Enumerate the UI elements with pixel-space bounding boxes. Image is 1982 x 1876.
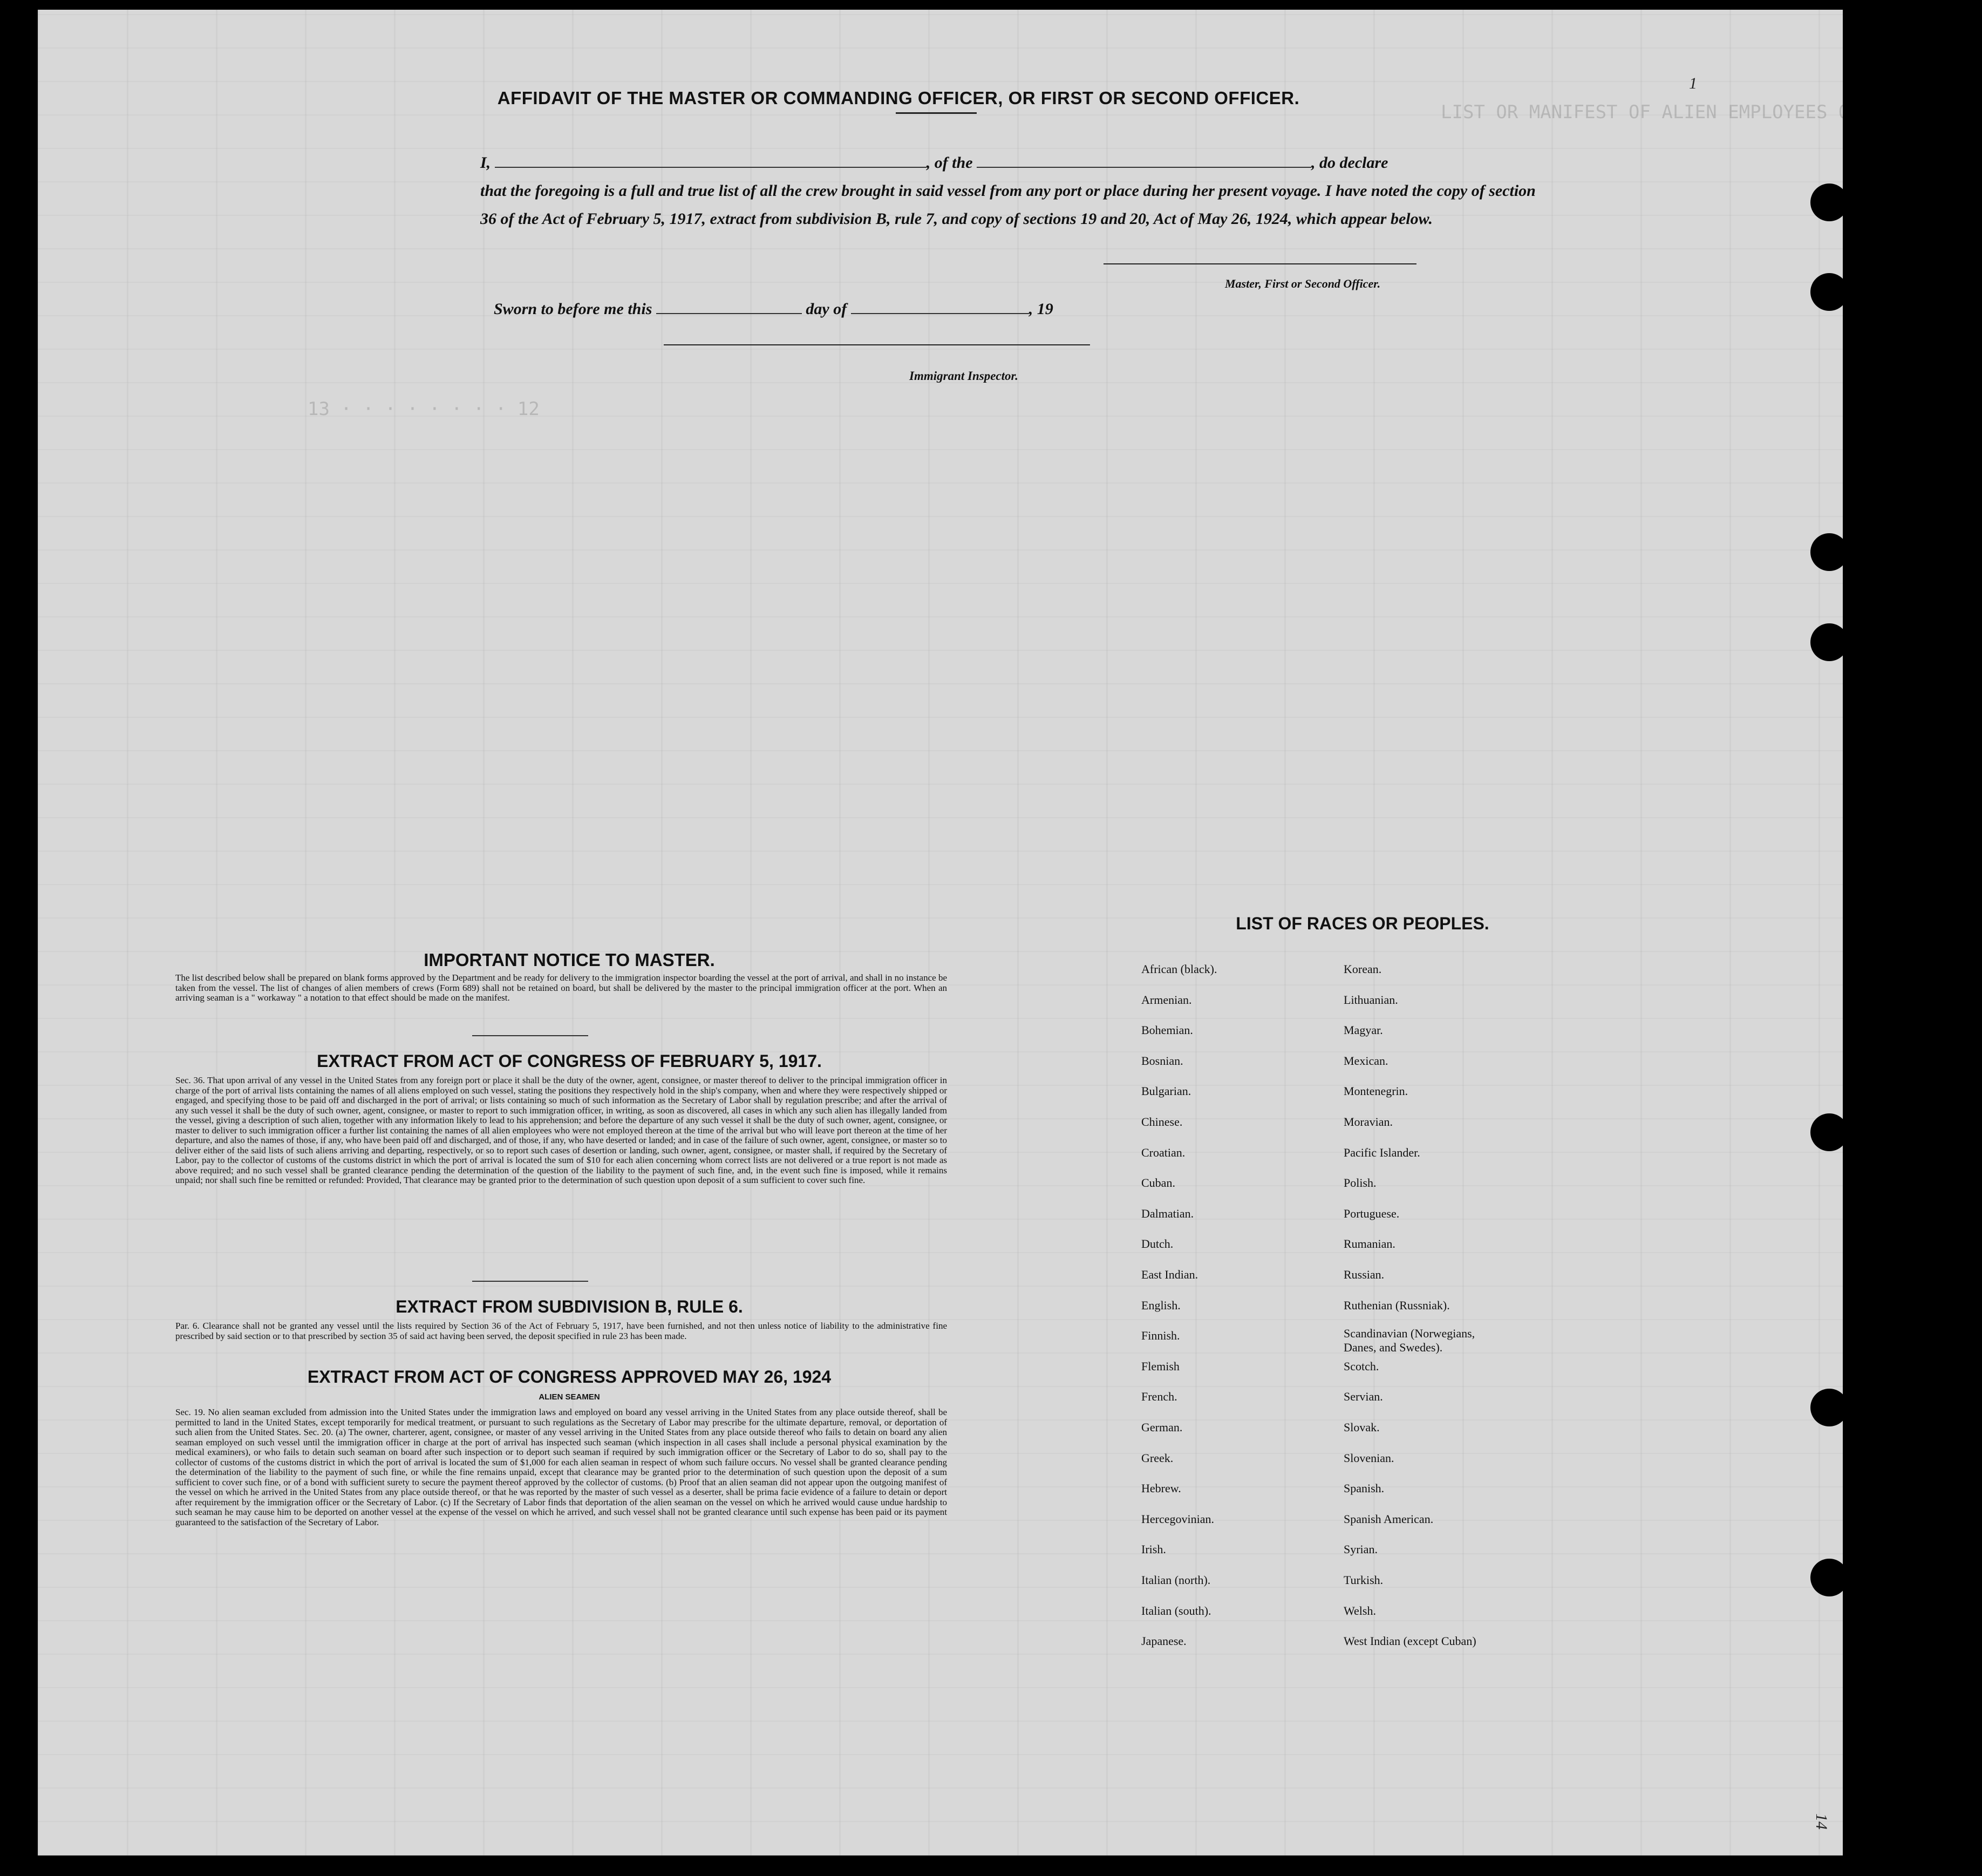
race-item: African (black). xyxy=(1141,962,1217,976)
race-item: Bosnian. xyxy=(1141,1053,1183,1068)
race-item: Dutch. xyxy=(1141,1237,1174,1251)
separator xyxy=(472,1281,588,1282)
race-item: English. xyxy=(1141,1298,1181,1312)
binder-hole xyxy=(1810,183,1848,221)
race-item: Spanish. xyxy=(1344,1481,1385,1496)
race-item: Chinese. xyxy=(1141,1115,1183,1129)
race-item: Pacific Islander. xyxy=(1344,1145,1420,1159)
race-item: Turkish. xyxy=(1344,1573,1384,1587)
signature-label: Master, First or Second Officer. xyxy=(1225,277,1381,290)
declaration-line-1 xyxy=(480,149,1538,177)
race-item: Armenian. xyxy=(1141,993,1192,1007)
race-item: Mexican. xyxy=(1344,1053,1388,1068)
master-name-blank[interactable] xyxy=(495,167,927,168)
notice-title: IMPORTANT NOTICE TO MASTER. xyxy=(424,950,715,970)
extract-rule6-title: EXTRACT FROM SUBDIVISION B, RULE 6. xyxy=(396,1297,743,1316)
manifest-sheet xyxy=(38,10,1982,1855)
sworn-line xyxy=(494,300,1053,318)
signature-line[interactable] xyxy=(1104,263,1416,264)
vessel-name-blank[interactable] xyxy=(977,167,1311,168)
race-item: Scotch. xyxy=(1344,1359,1379,1373)
extract-1924-title: EXTRACT FROM ACT OF CONGRESS APPROVED MAY 26, 1924 xyxy=(307,1367,832,1386)
race-item: Hercegovinian. xyxy=(1141,1512,1214,1526)
race-item: Croatian. xyxy=(1141,1145,1186,1159)
race-item: Irish. xyxy=(1141,1542,1166,1556)
inspector-label: Immigrant Inspector. xyxy=(909,369,1018,383)
extract-1924-body: Sec. 19. No alien seaman excluded from admission into the United States under the immigration laws and employed on board any vessel arriving in the United States from any place outside thereof, shall be permitted to land in the United States, except temporarily for medical treatment, or pursuant to such regulations as the Secretary of Labor may prescribe for the ultimate departure, removal, or deportation of such alien from the United States. Sec. 20. (a) The owner, charterer, agent, consignee, or master of any vessel arriving in the United States from any place outside thereof who fails to detain on board any alien seaman employed on such vessel until the immigration officer in charge at the port of arrival has inspected such seaman (which inspection in all cases shall include a personal physical examination by the medical examiners), or who fails to detain such seaman on board after such inspection or to deport such seaman if required by such immigration officer or the Secretary of Labor to do so, shall pay to the collector of customs of the customs district in which the port of arrival is located the sum of $1,000 for each alien seaman in respect of whom such failure occurs. No vessel shall be granted clearance pending the determination of the liability to the payment of such fine, or while the fine remains unpaid, except that clearance may be granted prior to the determination of such question upon the deposit of a sum sufficient to cover such fine, or of a bond with sufficient surety to secure the payment thereof approved by the collector of customs. (b) Proof that an alien seaman did not appear upon the outgoing manifest of the vessel on which he arrived in the United States from any place outside thereof, or that he was reported by the master of such vessel as a deserter, shall be prima facie evidence of a failure to detain or deport after requirement by the immigration officer or the Secretary of Labor. (c) If the Secretary of Labor finds that deportation of the alien seaman on the vessel on which he arrived would cause undue hardship to such seaman he may cause him to be deported on another vessel at the expense of the vessel on which he arrived, and such vessel shall not be granted clearance until such expense has been paid or its payment guaranteed to the satisfaction of the Secretary of Labor. xyxy=(175,1407,947,1527)
notice-body: The list described below shall be prepared on blank forms approved by the Department and be ready for delivery to the immigration inspector boarding the vessel at the port of arrival, and shall in no instance be taken from the vessel. The list of changes of alien members of crews (Form 689) shall not be retained on board, but shall be delivered by the master to the principal immigration officer at the port. When an arriving seaman is a " workaway " a notation to that effect should be made on the manifest. xyxy=(175,973,947,1003)
race-item: Russian. xyxy=(1344,1268,1385,1281)
race-item: Korean. xyxy=(1344,962,1382,976)
separator xyxy=(472,1035,588,1036)
inspector-signature-line[interactable] xyxy=(664,344,1090,345)
race-item: Scandinavian (Norwegians, Danes, and Swedes). xyxy=(1344,1327,1475,1355)
race-item: Italian (south). xyxy=(1141,1603,1211,1617)
race-item: Montenegrin. xyxy=(1344,1084,1408,1098)
declaration-text: that the foregoing is a full and true list of all the crew brought in said vessel from any port or place during her present voyage. I have noted the copy of section 36 of the Act of February 5, 1917, extract from subdivision B, rule 7, and copy of sections 19 and 20, Act of May 26, 1924, which appear below. xyxy=(480,182,1536,228)
binder-hole xyxy=(1810,1559,1848,1596)
binder-hole xyxy=(1810,273,1848,311)
race-item: Italian (north). xyxy=(1141,1573,1211,1587)
race-item: Greek. xyxy=(1141,1451,1174,1465)
race-item: Spanish American. xyxy=(1344,1512,1434,1526)
race-item: Moravian. xyxy=(1344,1115,1393,1129)
bottom-right-mark: 14 xyxy=(1813,1813,1830,1830)
sworn-year: , 19 xyxy=(1029,300,1053,318)
extract-1917-title: EXTRACT FROM ACT OF CONGRESS OF FEBRUARY 5, 1917. xyxy=(317,1051,822,1071)
race-item: Ruthenian (Russniak). xyxy=(1344,1298,1450,1312)
race-item: Rumanian. xyxy=(1344,1237,1395,1251)
top-right-mark: 1 xyxy=(1689,74,1697,92)
race-item: Slovak. xyxy=(1344,1420,1380,1434)
binder-hole xyxy=(1810,623,1848,661)
race-item: Cuban. xyxy=(1141,1176,1175,1190)
title-underline xyxy=(896,112,977,114)
race-item: Bohemian. xyxy=(1141,1023,1193,1037)
race-item: Bulgarian. xyxy=(1141,1084,1191,1098)
race-item: Dalmatian. xyxy=(1141,1206,1194,1220)
binder-hole xyxy=(1810,1389,1848,1426)
race-item: East Indian. xyxy=(1141,1268,1198,1281)
extract-rule6-body: Par. 6. Clearance shall not be granted any vessel until the lists required by Section 36 of the Act of February 5, 1917, have been furnished, and not then unless notice of liability to the administrative fine prescribed by said section or to that prescribed by section 35 of said act having been served, the deposit specified in rule 23 has been made. xyxy=(175,1321,947,1341)
race-item: French. xyxy=(1141,1390,1177,1404)
sworn-day-of: day of xyxy=(806,300,847,318)
race-item: Magyar. xyxy=(1344,1023,1383,1037)
race-item: German. xyxy=(1141,1420,1183,1434)
declaration-of-the: , of the xyxy=(926,154,973,172)
declaration-do-declare: , do declare xyxy=(1311,154,1388,172)
bleed-through: LIST OR MANIFEST OF ALIEN EMPLOYEES OF THE VESSEL xyxy=(1441,101,1982,123)
extract-1917-body: Sec. 36. That upon arrival of any vessel in the United States from any foreign port or place it shall be the duty of the owner, agent, consignee, or master thereof to deliver to the principal immigration officer in charge of the port of arrival lists containing the names of all aliens employed on such vessel, stating the positions they respectively hold in the ship's company, when and where they were respectively shipped or engaged, and specifying those to be paid off and discharged in the port of arrival; or lists containing so much of such information as the Secretary of Labor shall by regulation prescribe; and after the arrival of any such vessel it shall be the duty of such owner, agent, consignee, or master to report to such immigration officer, in writing, as soon as discovered, all cases in which any such alien has illegally landed from the vessel, giving a description of such alien, together with any information likely to lead to his apprehension; and before the departure of any such vessel it shall be the duty of such owner, agent, consignee, or master to deliver to such immigration officer a further list containing the names of all alien employees who were not employed thereon at the time of the arrival but who will leave port thereon at the time of her departure, and also the names of those, if any, who have been paid off and discharged, and of those, if any, who have deserted or landed; and in case of the failure of such owner, agent, consignee, or master so to deliver either of the said lists of such aliens arriving and departing, respectively, or so to report such cases of desertion or landing, such owner, agent, consignee, or master shall, if required by the Secretary of Labor, pay to the collector of customs of the customs district in which the port of arrival is located the sum of $10 for each alien concerning whom correct lists are not delivered or a true report is not made as above required; and no such vessel shall be granted clearance pending the determination of the question of the liability to the payment of such fine, and, in the event such fine is imposed, while it remains unpaid; nor shall such fine be remitted or refunded: Provided, That clearance may be granted prior to the determination of such question upon deposit of a sum sufficient to cover such fine. xyxy=(175,1075,947,1185)
binder-hole xyxy=(1810,533,1848,571)
sworn-text: Sworn to before me this xyxy=(494,300,652,318)
race-item: Lithuanian. xyxy=(1344,993,1398,1007)
race-item: Polish. xyxy=(1344,1176,1377,1190)
declaration-block xyxy=(480,149,1538,233)
extract-1924-subtitle: ALIEN SEAMEN xyxy=(539,1392,600,1402)
race-item: Finnish. xyxy=(1141,1329,1180,1343)
race-item: Slovenian. xyxy=(1344,1451,1394,1465)
race-item: Welsh. xyxy=(1344,1603,1376,1617)
binder-hole xyxy=(1810,1113,1848,1151)
race-item: Portuguese. xyxy=(1344,1206,1400,1220)
race-item: Hebrew. xyxy=(1141,1481,1181,1496)
sworn-day-blank[interactable] xyxy=(656,313,802,314)
race-item: Japanese. xyxy=(1141,1634,1187,1648)
declaration-i: I, xyxy=(480,154,491,172)
race-item: West Indian (except Cuban) xyxy=(1344,1634,1476,1648)
race-item: Servian. xyxy=(1344,1390,1383,1404)
affidavit-title: AFFIDAVIT OF THE MASTER OR COMMANDING OFFICER, OR FIRST OR SECOND OFFICER. xyxy=(497,88,1300,108)
races-title: LIST OF RACES OR PEOPLES. xyxy=(1236,914,1489,933)
race-item: Flemish xyxy=(1141,1359,1180,1373)
sworn-month-blank[interactable] xyxy=(851,313,1029,314)
race-item: Syrian. xyxy=(1344,1542,1378,1556)
bleed-through: 13 · · · · · · · · 12 xyxy=(308,398,540,420)
